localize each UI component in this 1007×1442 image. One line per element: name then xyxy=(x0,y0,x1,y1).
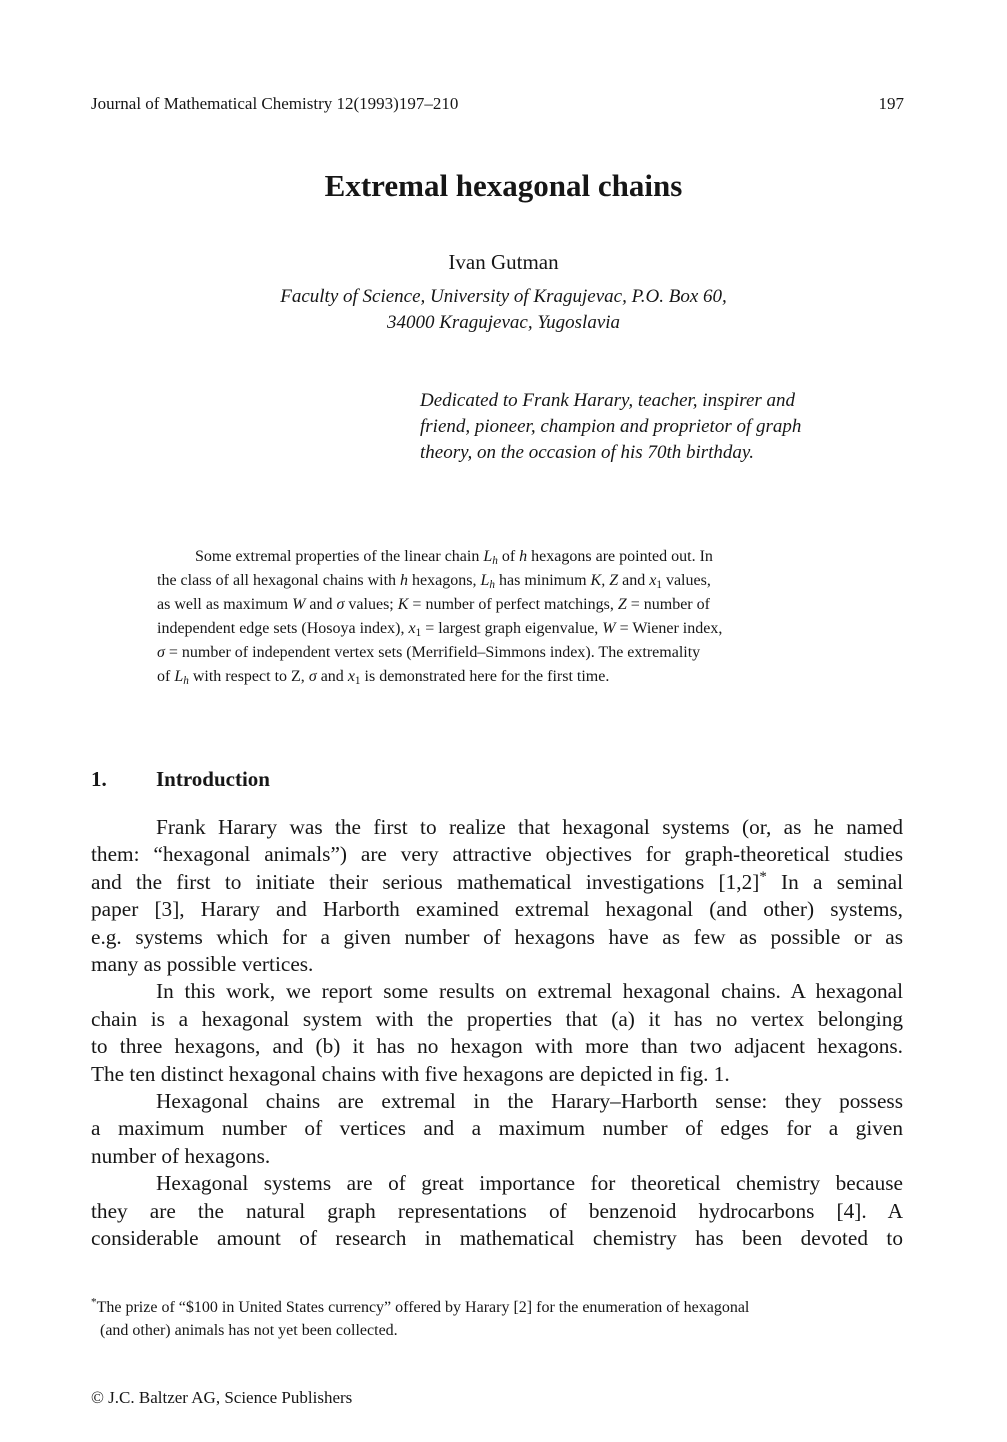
copyright-notice: © J.C. Baltzer AG, Science Publishers xyxy=(91,1388,353,1407)
dedication xyxy=(420,388,860,466)
dedication-line-2: friend, pioneer, champion and proprietor of graph xyxy=(420,416,802,437)
abstract-line-5: σ = number of independent vertex sets (Merrifield–Simmons index). The extremality xyxy=(157,644,701,661)
body-line: e.g. systems which for a given number of hexagons have as few as possible or as xyxy=(91,924,903,949)
dedication-line-1: Dedicated to Frank Harary, teacher, inspirer and xyxy=(420,390,796,411)
body-line: many as possible vertices. xyxy=(91,952,314,977)
body-line: number of hexagons. xyxy=(91,1143,271,1168)
body-line: considerable amount of research in mathematical chemistry has been devoted to xyxy=(91,1226,903,1251)
body-line: them: “hexagonal animals”) are very attractive objectives for graph-theoretical studies xyxy=(91,842,903,867)
body-line: and the first to initiate their serious mathematical investigations [1,2]* In a seminal xyxy=(91,868,903,894)
footnote-line-2: (and other) animals has not yet been collected. xyxy=(100,1322,398,1339)
affiliation xyxy=(0,284,1007,336)
running-head: Journal of Mathematical Chemistry 12(1993)197–210 xyxy=(91,94,459,113)
abstract-line-3: as well as maximum W and σ values; K = number of perfect matchings, Z = number of xyxy=(157,596,710,613)
footnote-line-1: *The prize of “$100 in United States currency” offered by Harary [2] for the enumeration of hexagonal xyxy=(91,1296,750,1316)
section-heading xyxy=(91,767,270,792)
body-line: to three hexagons, and (b) it has no hexagon with more than two adjacent hexagons. xyxy=(91,1034,903,1059)
abstract-line-6: of $L_h$ with respect to Z, σ and $x_1$ is demonstrated here for the first time. xyxy=(157,668,610,687)
paper-title: Extremal hexagonal chains xyxy=(324,168,683,203)
body-line: chain is a hexagonal system with the properties that (a) it has no vertex belonging xyxy=(91,1006,903,1031)
section-number: 1. xyxy=(91,767,107,791)
body-line: they are the natural graph representations of benzenoid hydrocarbons [4]. A xyxy=(91,1198,903,1223)
section-title: Introduction xyxy=(156,767,270,791)
body-line: paper [3], Harary and Harborth examined extremal hexagonal (and other) systems, xyxy=(91,897,903,922)
dedication-line-3: theory, on the occasion of his 70th birthday. xyxy=(420,442,755,463)
affiliation-line-1: Faculty of Science, University of Kragujevac, P.O. Box 60, xyxy=(280,286,727,307)
abstract-line-2: the class of all hexagonal chains with h hexagons, $L_h$ has minimum K, Z and $x_1$ values, xyxy=(157,572,711,591)
body-line: Hexagonal chains are extremal in the Harary–Harborth sense: they possess xyxy=(156,1089,903,1114)
page-number: 197 xyxy=(878,94,904,113)
body-text xyxy=(91,814,903,1253)
abstract-line-4: independent edge sets (Hosoya index), $x_1$ = largest graph eigenvalue, W = Wiener index, xyxy=(157,620,723,639)
body-line: Frank Harary was the first to realize that hexagonal systems (or, as he named xyxy=(156,815,903,839)
abstract-line-1: Some extremal properties of the linear chain $L_h$ of h hexagons are pointed out. In xyxy=(195,548,713,567)
footnote xyxy=(91,1296,903,1342)
affiliation-line-2: 34000 Kragujevac, Yugoslavia xyxy=(386,312,621,333)
body-line: The ten distinct hexagonal chains with five hexagons are depicted in fig. 1. xyxy=(91,1061,730,1086)
abstract xyxy=(157,545,847,689)
footnote-marker: * xyxy=(759,868,767,885)
body-line: Hexagonal systems are of great importance for theoretical chemistry because xyxy=(156,1171,903,1196)
body-line: In this work, we report some results on extremal hexagonal chains. A hexagonal xyxy=(156,979,903,1004)
author-name: Ivan Gutman xyxy=(448,250,559,274)
body-line: a maximum number of vertices and a maximum number of edges for a given xyxy=(91,1116,903,1141)
